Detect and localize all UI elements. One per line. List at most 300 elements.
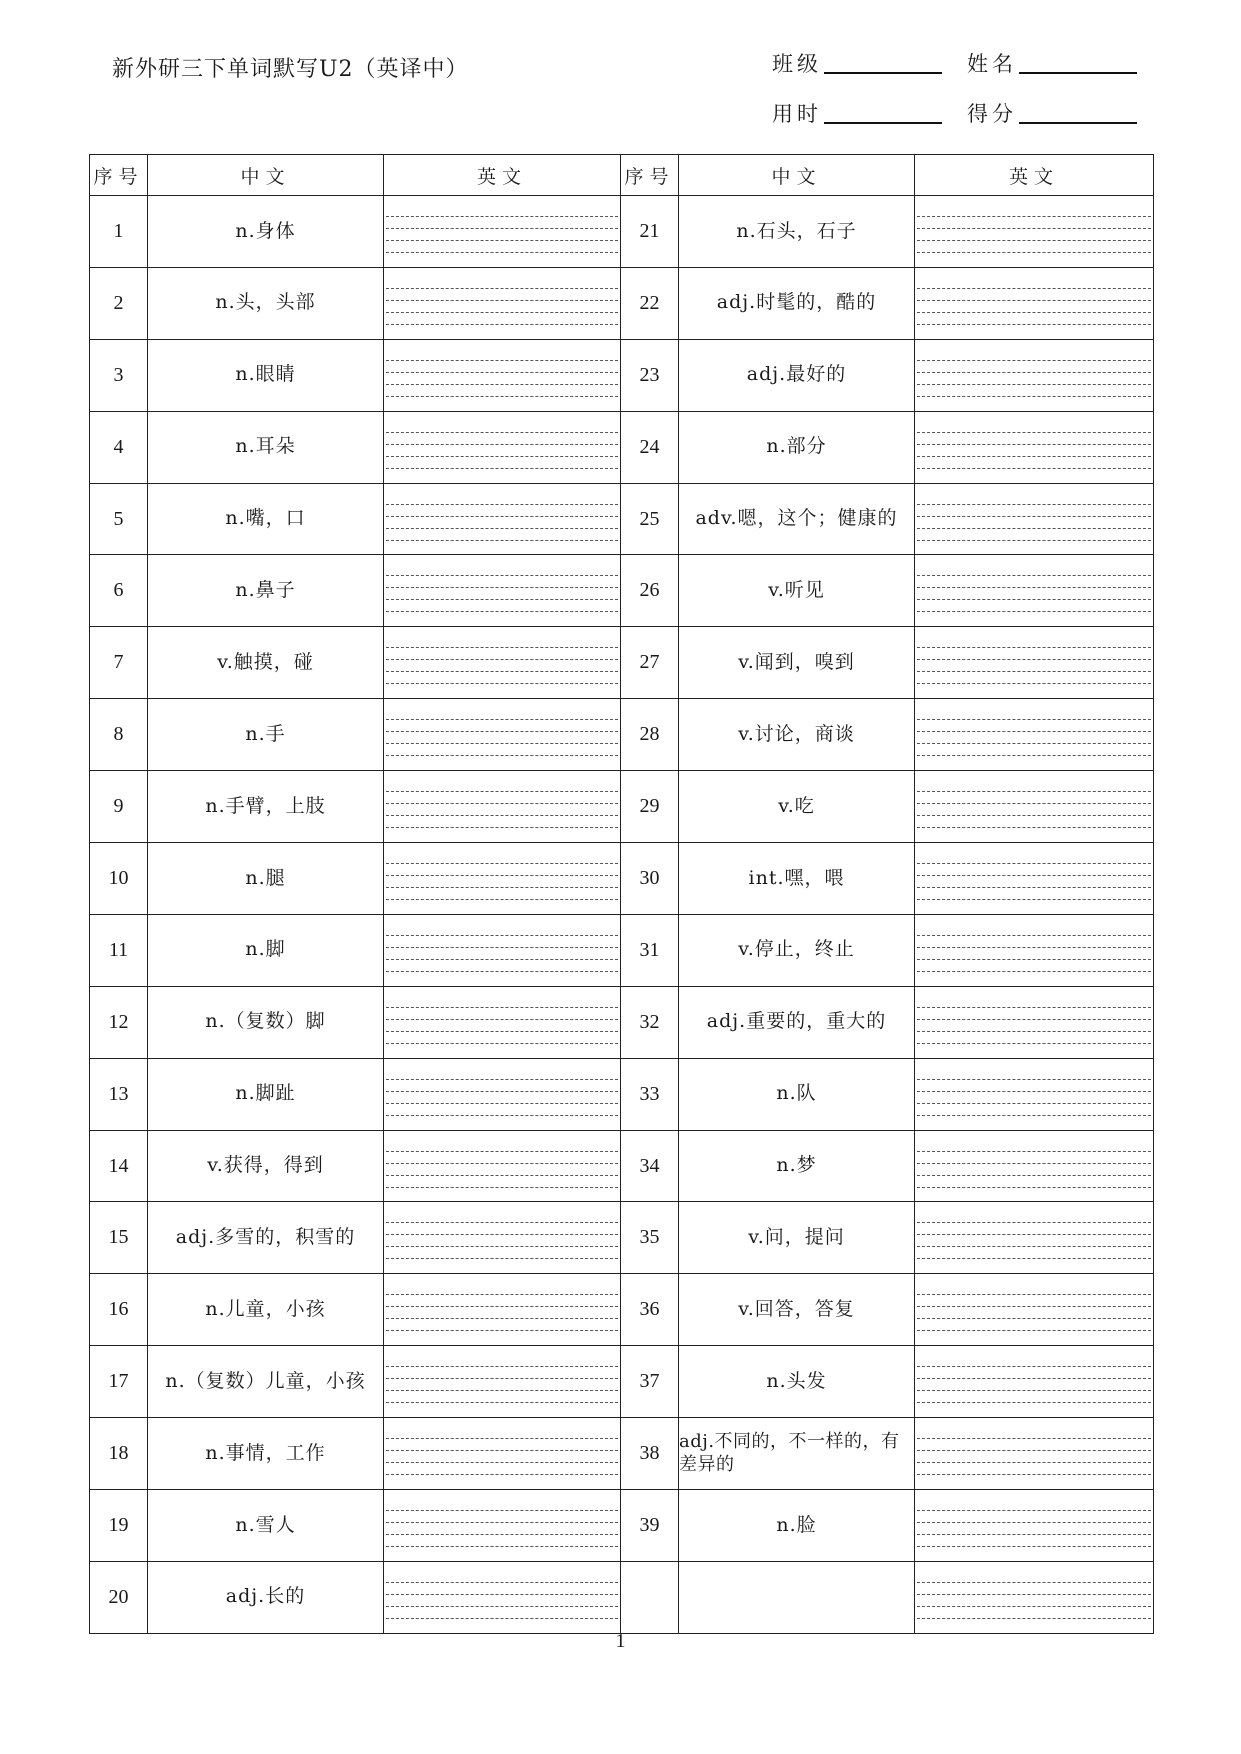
- chinese-meaning: n.脸: [679, 1490, 915, 1562]
- table-row: [90, 483, 1154, 555]
- table-row: [90, 1058, 1154, 1130]
- col-header-chinese: 中文: [148, 155, 384, 196]
- writing-guide-line: [917, 863, 1151, 864]
- writing-guide-line: [917, 1510, 1151, 1511]
- writing-guide-line: [386, 659, 618, 660]
- chinese-meaning: n.雪人: [148, 1490, 384, 1562]
- chinese-meaning: n.部分: [679, 411, 915, 483]
- chinese-meaning: n.脚趾: [148, 1058, 384, 1130]
- chinese-meaning: n.事情，工作: [148, 1418, 384, 1490]
- class-field[interactable]: [772, 48, 967, 78]
- writing-guide-line: [917, 1007, 1151, 1008]
- chinese-meaning: [679, 1561, 915, 1633]
- writing-guide-line: [917, 240, 1151, 241]
- english-answer-cell[interactable]: [384, 699, 621, 771]
- worksheet-title: 新外研三下单词默写U2（英译中）: [112, 57, 469, 82]
- table-header-row: [90, 155, 1154, 196]
- writing-guide-line: [386, 1402, 618, 1403]
- english-answer-cell[interactable]: [384, 1130, 621, 1202]
- writing-guide-line: [386, 300, 618, 301]
- item-number: 16: [90, 1274, 148, 1346]
- chinese-meaning: adj.长的: [148, 1561, 384, 1633]
- writing-guide-line: [917, 887, 1151, 888]
- chinese-meaning: v.停止，终止: [679, 914, 915, 986]
- english-answer-cell[interactable]: [915, 914, 1154, 986]
- english-answer-cell[interactable]: [384, 483, 621, 555]
- class-label: 班级: [772, 52, 822, 76]
- english-answer-cell[interactable]: [915, 1058, 1154, 1130]
- name-label: 姓名: [967, 52, 1017, 76]
- chinese-meaning: n.腿: [148, 843, 384, 915]
- chinese-meaning: n.手: [148, 699, 384, 771]
- writing-guide-line: [917, 1079, 1151, 1080]
- writing-guide-line: [917, 671, 1151, 672]
- writing-guide-line: [917, 468, 1151, 469]
- chinese-meaning: v.问，提问: [679, 1202, 915, 1274]
- writing-guide-line: [917, 516, 1151, 517]
- writing-guide-line: [917, 1163, 1151, 1164]
- english-answer-cell[interactable]: [915, 699, 1154, 771]
- english-answer-cell[interactable]: [915, 555, 1154, 627]
- table-row: [90, 1202, 1154, 1274]
- chinese-meaning: n.耳朵: [148, 411, 384, 483]
- writing-guide-line: [917, 288, 1151, 289]
- english-answer-cell[interactable]: [384, 1418, 621, 1490]
- table-row: [90, 699, 1154, 771]
- writing-guide-line: [386, 731, 618, 732]
- writing-guide-line: [386, 875, 618, 876]
- writing-guide-line: [386, 384, 618, 385]
- writing-guide-line: [917, 540, 1151, 541]
- writing-guide-line: [917, 803, 1151, 804]
- item-number: 4: [90, 411, 148, 483]
- writing-guide-line: [917, 384, 1151, 385]
- writing-guide-line: [917, 743, 1151, 744]
- writing-guide-line: [386, 803, 618, 804]
- english-answer-cell[interactable]: [915, 339, 1154, 411]
- chinese-meaning: n.眼睛: [148, 339, 384, 411]
- writing-guide-line: [386, 647, 618, 648]
- writing-guide-line: [386, 1091, 618, 1092]
- writing-guide-line: [917, 815, 1151, 816]
- col-header-english: 英文: [915, 155, 1154, 196]
- english-answer-cell[interactable]: [384, 914, 621, 986]
- english-answer-cell[interactable]: [384, 555, 621, 627]
- writing-guide-line: [386, 1474, 618, 1475]
- writing-guide-line: [386, 1510, 618, 1511]
- english-answer-cell[interactable]: [384, 986, 621, 1058]
- item-number: 28: [621, 699, 679, 771]
- writing-guide-line: [917, 252, 1151, 253]
- english-answer-cell[interactable]: [384, 1346, 621, 1418]
- writing-guide-line: [386, 1618, 618, 1619]
- writing-guide-line: [386, 1438, 618, 1439]
- english-answer-cell[interactable]: [384, 627, 621, 699]
- writing-guide-line: [386, 611, 618, 612]
- writing-guide-line: [386, 671, 618, 672]
- chinese-meaning: n.嘴，口: [148, 483, 384, 555]
- writing-guide-line: [917, 1462, 1151, 1463]
- table-row: [90, 555, 1154, 627]
- writing-guide-line: [386, 1103, 618, 1104]
- english-answer-cell[interactable]: [915, 267, 1154, 339]
- table-row: [90, 1418, 1154, 1490]
- item-number: 31: [621, 914, 679, 986]
- writing-guide-line: [917, 456, 1151, 457]
- chinese-meaning: n.头发: [679, 1346, 915, 1418]
- writing-guide-line: [386, 1390, 618, 1391]
- writing-guide-line: [917, 360, 1151, 361]
- table-row: [90, 1490, 1154, 1562]
- writing-guide-line: [386, 240, 618, 241]
- time-field[interactable]: [772, 98, 967, 128]
- writing-guide-line: [386, 312, 618, 313]
- col-header-number: 序号: [90, 155, 148, 196]
- writing-guide-line: [917, 1222, 1151, 1223]
- score-blank[interactable]: [1019, 122, 1137, 124]
- item-number: 39: [621, 1490, 679, 1562]
- chinese-meaning: v.讨论，商谈: [679, 699, 915, 771]
- time-blank[interactable]: [824, 122, 942, 124]
- writing-guide-line: [917, 1378, 1151, 1379]
- english-answer-cell[interactable]: [915, 196, 1154, 268]
- item-number: 7: [90, 627, 148, 699]
- writing-guide-line: [917, 719, 1151, 720]
- english-answer-cell[interactable]: [384, 771, 621, 843]
- writing-guide-line: [386, 1007, 618, 1008]
- table-row: [90, 339, 1154, 411]
- chinese-meaning: adj.不同的，不一样的，有差异的: [679, 1418, 915, 1490]
- chinese-meaning: n.（复数）儿童，小孩: [148, 1346, 384, 1418]
- writing-guide-line: [917, 935, 1151, 936]
- writing-guide-line: [386, 396, 618, 397]
- item-number: 21: [621, 196, 679, 268]
- table-row: [90, 411, 1154, 483]
- chinese-meaning: adj.重要的，重大的: [679, 986, 915, 1058]
- table-row: [90, 843, 1154, 915]
- writing-guide-line: [386, 504, 618, 505]
- writing-guide-line: [917, 1246, 1151, 1247]
- chinese-meaning: n.石头，石子: [679, 196, 915, 268]
- writing-guide-line: [386, 827, 618, 828]
- table-row: [90, 1130, 1154, 1202]
- score-label: 得分: [967, 102, 1017, 126]
- writing-guide-line: [917, 1306, 1151, 1307]
- english-answer-cell[interactable]: [384, 1058, 621, 1130]
- item-number: 32: [621, 986, 679, 1058]
- writing-guide-line: [917, 611, 1151, 612]
- writing-guide-line: [386, 1234, 618, 1235]
- writing-guide-line: [917, 1318, 1151, 1319]
- writing-guide-line: [386, 1151, 618, 1152]
- writing-guide-line: [386, 516, 618, 517]
- writing-guide-line: [386, 935, 618, 936]
- time-label: 用时: [772, 102, 822, 126]
- writing-guide-line: [386, 899, 618, 900]
- writing-guide-line: [386, 1534, 618, 1535]
- writing-guide-line: [917, 1606, 1151, 1607]
- item-number: 2: [90, 267, 148, 339]
- writing-guide-line: [386, 228, 618, 229]
- writing-guide-line: [386, 528, 618, 529]
- writing-guide-line: [386, 1318, 618, 1319]
- writing-guide-line: [917, 1043, 1151, 1044]
- writing-guide-line: [917, 683, 1151, 684]
- writing-guide-line: [386, 540, 618, 541]
- writing-guide-line: [386, 1594, 618, 1595]
- writing-guide-line: [917, 444, 1151, 445]
- writing-guide-line: [917, 959, 1151, 960]
- writing-guide-line: [386, 1450, 618, 1451]
- item-number: 25: [621, 483, 679, 555]
- writing-guide-line: [386, 1330, 618, 1331]
- writing-guide-line: [386, 432, 618, 433]
- writing-guide-line: [917, 216, 1151, 217]
- writing-guide-line: [386, 456, 618, 457]
- english-answer-cell[interactable]: [384, 1561, 621, 1633]
- writing-guide-line: [917, 372, 1151, 373]
- writing-guide-line: [917, 1115, 1151, 1116]
- chinese-meaning: n.儿童，小孩: [148, 1274, 384, 1346]
- writing-guide-line: [917, 228, 1151, 229]
- writing-guide-line: [917, 1031, 1151, 1032]
- item-number: 35: [621, 1202, 679, 1274]
- writing-guide-line: [386, 1115, 618, 1116]
- writing-guide-line: [917, 1402, 1151, 1403]
- writing-guide-line: [917, 827, 1151, 828]
- writing-guide-line: [386, 1606, 618, 1607]
- item-number: 15: [90, 1202, 148, 1274]
- chinese-meaning: n.脚: [148, 914, 384, 986]
- item-number: 6: [90, 555, 148, 627]
- item-number: 36: [621, 1274, 679, 1346]
- chinese-meaning: n.鼻子: [148, 555, 384, 627]
- col-header-chinese: 中文: [679, 155, 915, 196]
- english-answer-cell[interactable]: [915, 483, 1154, 555]
- writing-guide-line: [386, 791, 618, 792]
- item-number: 34: [621, 1130, 679, 1202]
- writing-guide-line: [386, 444, 618, 445]
- writing-guide-line: [386, 887, 618, 888]
- english-answer-cell[interactable]: [915, 1130, 1154, 1202]
- chinese-meaning: v.回答，答复: [679, 1274, 915, 1346]
- writing-guide-line: [917, 1330, 1151, 1331]
- writing-guide-line: [917, 755, 1151, 756]
- item-number: 3: [90, 339, 148, 411]
- table-row: [90, 1346, 1154, 1418]
- chinese-meaning: n.手臂，上肢: [148, 771, 384, 843]
- english-answer-cell[interactable]: [915, 771, 1154, 843]
- writing-guide-line: [386, 1019, 618, 1020]
- class-blank[interactable]: [824, 72, 942, 74]
- item-number: 8: [90, 699, 148, 771]
- english-answer-cell[interactable]: [915, 1490, 1154, 1562]
- name-blank[interactable]: [1019, 72, 1137, 74]
- writing-guide-line: [917, 1522, 1151, 1523]
- writing-guide-line: [386, 1258, 618, 1259]
- writing-guide-line: [386, 863, 618, 864]
- writing-guide-line: [386, 468, 618, 469]
- writing-guide-line: [917, 396, 1151, 397]
- writing-guide-line: [386, 1582, 618, 1583]
- writing-guide-line: [386, 1306, 618, 1307]
- english-answer-cell[interactable]: [915, 1202, 1154, 1274]
- english-answer-cell[interactable]: [384, 196, 621, 268]
- writing-guide-line: [917, 647, 1151, 648]
- writing-guide-line: [917, 1534, 1151, 1535]
- writing-guide-line: [917, 947, 1151, 948]
- writing-guide-line: [917, 1258, 1151, 1259]
- writing-guide-line: [386, 1043, 618, 1044]
- english-answer-cell[interactable]: [384, 843, 621, 915]
- chinese-meaning: int.嘿，喂: [679, 843, 915, 915]
- score-field[interactable]: [967, 98, 1162, 128]
- col-header-english: 英文: [384, 155, 621, 196]
- writing-guide-line: [917, 899, 1151, 900]
- chinese-meaning: n.梦: [679, 1130, 915, 1202]
- writing-guide-line: [917, 528, 1151, 529]
- writing-guide-line: [917, 432, 1151, 433]
- page-number: 1: [615, 1630, 626, 1652]
- chinese-meaning: v.吃: [679, 771, 915, 843]
- english-answer-cell[interactable]: [384, 267, 621, 339]
- item-number: 1: [90, 196, 148, 268]
- english-answer-cell[interactable]: [384, 1202, 621, 1274]
- writing-guide-line: [917, 587, 1151, 588]
- writing-guide-line: [917, 1438, 1151, 1439]
- writing-guide-line: [917, 504, 1151, 505]
- writing-guide-line: [386, 1546, 618, 1547]
- chinese-meaning: n.头，头部: [148, 267, 384, 339]
- chinese-meaning: n.身体: [148, 196, 384, 268]
- writing-guide-line: [917, 1618, 1151, 1619]
- writing-guide-line: [386, 719, 618, 720]
- writing-guide-line: [386, 288, 618, 289]
- writing-guide-line: [917, 300, 1151, 301]
- chinese-meaning: n.队: [679, 1058, 915, 1130]
- writing-guide-line: [386, 216, 618, 217]
- item-number: 37: [621, 1346, 679, 1418]
- writing-guide-line: [386, 1175, 618, 1176]
- item-number: 18: [90, 1418, 148, 1490]
- english-answer-cell[interactable]: [915, 1346, 1154, 1418]
- table-row: [90, 771, 1154, 843]
- writing-guide-line: [386, 1187, 618, 1188]
- english-answer-cell[interactable]: [384, 411, 621, 483]
- item-number: 19: [90, 1490, 148, 1562]
- writing-guide-line: [917, 1366, 1151, 1367]
- writing-guide-line: [917, 875, 1151, 876]
- writing-guide-line: [386, 1222, 618, 1223]
- writing-guide-line: [917, 971, 1151, 972]
- english-answer-cell[interactable]: [915, 1418, 1154, 1490]
- writing-guide-line: [917, 1450, 1151, 1451]
- item-number: 14: [90, 1130, 148, 1202]
- writing-guide-line: [917, 1187, 1151, 1188]
- table-row: [90, 196, 1154, 268]
- item-number: 26: [621, 555, 679, 627]
- item-number: 11: [90, 914, 148, 986]
- writing-guide-line: [386, 575, 618, 576]
- writing-guide-line: [917, 1234, 1151, 1235]
- chinese-meaning: adv.嗯，这个；健康的: [679, 483, 915, 555]
- chinese-meaning: v.闻到，嗅到: [679, 627, 915, 699]
- writing-guide-line: [386, 947, 618, 948]
- item-number: 5: [90, 483, 148, 555]
- english-answer-cell[interactable]: [384, 339, 621, 411]
- item-number: 29: [621, 771, 679, 843]
- writing-guide-line: [917, 791, 1151, 792]
- chinese-meaning: adj.时髦的，酷的: [679, 267, 915, 339]
- writing-guide-line: [917, 1175, 1151, 1176]
- table-row: [90, 914, 1154, 986]
- table-row: [90, 1274, 1154, 1346]
- writing-guide-line: [917, 1019, 1151, 1020]
- item-number: 24: [621, 411, 679, 483]
- writing-guide-line: [917, 1103, 1151, 1104]
- chinese-meaning: v.听见: [679, 555, 915, 627]
- writing-guide-line: [386, 587, 618, 588]
- writing-guide-line: [917, 324, 1151, 325]
- table-row: [90, 627, 1154, 699]
- writing-guide-line: [917, 659, 1151, 660]
- english-answer-cell[interactable]: [915, 627, 1154, 699]
- chinese-meaning: adj.最好的: [679, 339, 915, 411]
- item-number: 17: [90, 1346, 148, 1418]
- writing-guide-line: [386, 755, 618, 756]
- english-answer-cell[interactable]: [384, 1274, 621, 1346]
- writing-guide-line: [386, 1378, 618, 1379]
- item-number: 30: [621, 843, 679, 915]
- writing-guide-line: [917, 1546, 1151, 1547]
- writing-guide-line: [917, 1474, 1151, 1475]
- writing-guide-line: [386, 743, 618, 744]
- writing-guide-line: [386, 959, 618, 960]
- col-header-number: 序号: [621, 155, 679, 196]
- writing-guide-line: [917, 1582, 1151, 1583]
- writing-guide-line: [386, 1366, 618, 1367]
- writing-guide-line: [386, 252, 618, 253]
- chinese-meaning: v.触摸，碰: [148, 627, 384, 699]
- english-answer-cell[interactable]: [915, 1561, 1154, 1633]
- table-row: [90, 986, 1154, 1058]
- chinese-meaning: n.（复数）脚: [148, 986, 384, 1058]
- english-answer-cell[interactable]: [915, 1274, 1154, 1346]
- writing-guide-line: [386, 683, 618, 684]
- item-number: 23: [621, 339, 679, 411]
- item-number: 22: [621, 267, 679, 339]
- table-row: [90, 267, 1154, 339]
- writing-guide-line: [917, 1151, 1151, 1152]
- writing-guide-line: [386, 360, 618, 361]
- writing-guide-line: [917, 731, 1151, 732]
- student-info-fields: [772, 28, 1162, 128]
- writing-guide-line: [386, 324, 618, 325]
- english-answer-cell[interactable]: [915, 843, 1154, 915]
- english-answer-cell[interactable]: [915, 411, 1154, 483]
- chinese-meaning: adj.多雪的，积雪的: [148, 1202, 384, 1274]
- writing-guide-line: [917, 1294, 1151, 1295]
- english-answer-cell[interactable]: [384, 1490, 621, 1562]
- writing-guide-line: [917, 312, 1151, 313]
- writing-guide-line: [917, 1594, 1151, 1595]
- name-field[interactable]: [967, 48, 1162, 78]
- english-answer-cell[interactable]: [915, 986, 1154, 1058]
- item-number: 13: [90, 1058, 148, 1130]
- writing-guide-line: [386, 1246, 618, 1247]
- item-number: 27: [621, 627, 679, 699]
- item-number: 33: [621, 1058, 679, 1130]
